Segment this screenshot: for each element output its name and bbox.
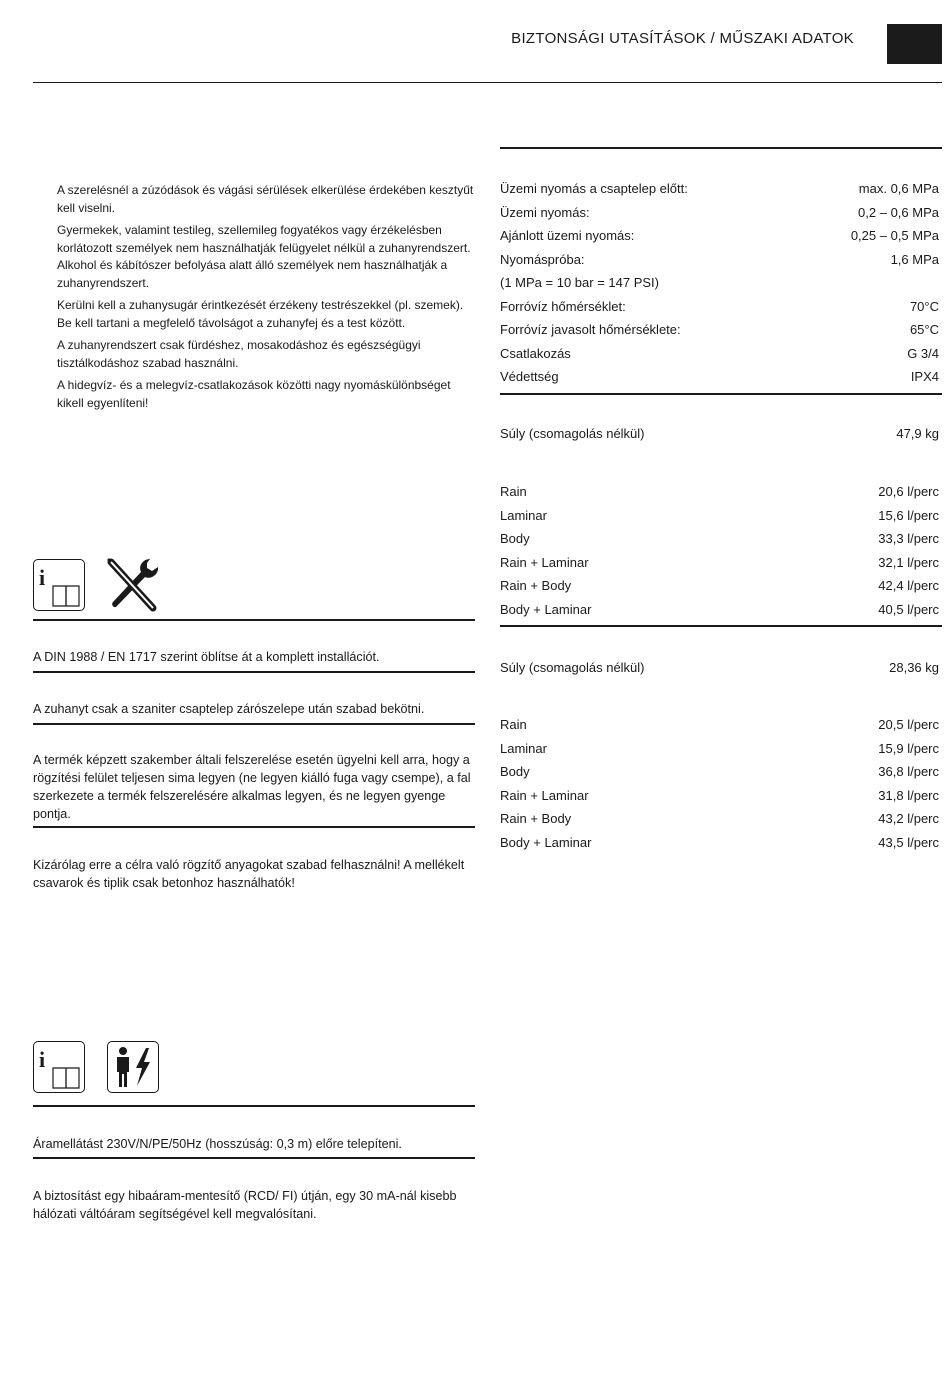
- flow-label: Body: [500, 764, 530, 779]
- flow-row: [500, 504, 939, 528]
- spec-row: [500, 271, 939, 295]
- note-divider: [33, 723, 475, 725]
- header-divider: [33, 82, 942, 83]
- flow-value: 42,4 l/perc: [878, 578, 939, 593]
- flow-row: [500, 760, 939, 784]
- spec-value: 0,2 – 0,6 MPa: [858, 204, 939, 220]
- installation-note: A zuhanyt csak a szaniter csaptelep zárószelepe után szabad bekötni.: [33, 702, 425, 716]
- flow-value: 20,5 l/perc: [878, 717, 939, 732]
- spec-row: [500, 656, 939, 680]
- electrician-icon: [107, 1041, 159, 1093]
- spec-row: [500, 342, 939, 366]
- spec-label: Csatlakozás: [500, 345, 571, 361]
- section-divider: [33, 619, 475, 621]
- spec-value: IPX4: [910, 369, 939, 384]
- specs-table: [500, 177, 939, 389]
- spec-value: 65°C: [909, 322, 939, 337]
- spec-row: [500, 248, 939, 272]
- flow-label: Body: [500, 531, 530, 546]
- spec-label: Üzemi nyomás a csaptelep előtt:: [500, 181, 688, 196]
- flow-value: 40,5 l/perc: [878, 601, 939, 617]
- spec-row: [500, 201, 939, 225]
- weight-label: Súly (csomagolás nélkül): [500, 660, 645, 675]
- flow-row: [500, 551, 939, 575]
- svg-text:i: i: [39, 1047, 46, 1072]
- flow-row: [500, 598, 939, 622]
- flow-label: Body + Laminar: [500, 601, 592, 617]
- spec-label: Üzemi nyomás:: [500, 204, 590, 220]
- note-divider: [33, 1157, 475, 1159]
- product-b-flow-table: [500, 713, 939, 854]
- spec-label: Forróvíz hőmérséklet:: [500, 298, 626, 314]
- flow-value: 33,3 l/perc: [878, 531, 939, 546]
- flow-row: [500, 574, 939, 598]
- flow-value: 36,8 l/perc: [878, 764, 939, 779]
- specs-divider: [500, 393, 942, 395]
- flow-row: [500, 737, 939, 761]
- flow-value: 31,8 l/perc: [878, 787, 939, 803]
- flow-value: 43,5 l/perc: [878, 834, 939, 850]
- flow-label: Body + Laminar: [500, 834, 592, 850]
- note-divider: [33, 671, 475, 673]
- product-b-weight: [500, 656, 939, 680]
- spec-label: Ajánlott üzemi nyomás:: [500, 228, 635, 243]
- flow-row: [500, 807, 939, 831]
- safety-instructions: [57, 182, 475, 417]
- info-manual-icon: [33, 1041, 85, 1093]
- specs-top-divider: [500, 147, 942, 149]
- section-divider: [33, 1105, 475, 1107]
- flow-label: Rain + Body: [500, 578, 572, 593]
- safety-item: Kerülni kell a zuhanysugár érintkezését érzékeny testrészekkel (pl. szemek). Be kell tartani a megfelelő távolságot a zuhanyfej és a test között.: [57, 298, 464, 330]
- flow-value: 20,6 l/perc: [878, 484, 939, 499]
- page-header-title: BIZTONSÁGI UTASÍTÁSOK / MŰSZAKI ADATOK: [511, 30, 854, 47]
- flow-value: 32,1 l/perc: [878, 554, 939, 570]
- electrical-note: Áramellátást 230V/N/PE/50Hz (hosszúság: 0,3 m) előre telepíteni.: [33, 1137, 402, 1151]
- weight-label: Súly (csomagolás nélkül): [500, 426, 645, 441]
- spec-row: [500, 318, 939, 342]
- product-a-weight: [500, 422, 939, 446]
- spec-row: [500, 295, 939, 319]
- weight-value: 28,36 kg: [889, 660, 939, 675]
- flow-row: [500, 784, 939, 808]
- info-manual-icon: [33, 559, 85, 611]
- spec-label: Védettség: [500, 369, 559, 384]
- flow-row: [500, 831, 939, 855]
- flow-row: [500, 713, 939, 737]
- spec-value: 0,25 – 0,5 MPa: [850, 228, 939, 243]
- installation-note: A termék képzett szakember általi felszerelése esetén ügyelni kell arra, hogy a rögzítési felület teljesen sima legyen (ne legyen kiálló fuga vagy csempe), a fal szerkezete a termék felszerelésére alkalmas legyen, és ne legyen gyenge pontja.: [33, 753, 471, 821]
- spec-label: (1 MPa = 10 bar = 147 PSI): [500, 275, 659, 290]
- installation-note: Kizárólag erre a célra való rögzítő anyagokat szabad felhasználni! A mellékelt csavarok és tiplik csak betonhoz használhatók!: [33, 858, 465, 890]
- flow-label: Rain + Body: [500, 811, 572, 826]
- svg-text:i: i: [39, 565, 46, 590]
- flow-label: Laminar: [500, 740, 547, 756]
- spec-row: [500, 177, 939, 201]
- flow-label: Laminar: [500, 507, 547, 523]
- flow-label: Rain: [500, 717, 527, 732]
- safety-item: Gyermekek, valamint testileg, szellemileg fogyatékos vagy érzékelésben korlátozott személyek nem használhatják felügyelet nélkül a zuhanyrendszert. Alkohol és kábítószer befolyása alatt álló személyek nem használhatják a zuhanyrendszert.: [57, 223, 471, 290]
- safety-item: A hidegvíz- és a melegvíz-csatlakozások közötti nagy nyomáskülönbséget kikell egyenlíteni!: [57, 378, 451, 410]
- flow-value: 43,2 l/perc: [878, 811, 939, 826]
- spec-label: Forróvíz javasolt hőmérséklete:: [500, 322, 681, 337]
- flow-label: Rain: [500, 484, 527, 499]
- spec-row: [500, 422, 939, 446]
- flow-row: [500, 527, 939, 551]
- header-page-marker: [887, 24, 942, 64]
- note-divider: [33, 826, 475, 828]
- product-divider: [500, 625, 942, 627]
- spec-row: [500, 365, 939, 389]
- spec-value: 70°C: [909, 298, 939, 314]
- flow-value: 15,9 l/perc: [878, 740, 939, 756]
- flow-value: 15,6 l/perc: [878, 507, 939, 523]
- product-a-flow-table: [500, 480, 939, 621]
- safety-item: A szerelésnél a zúzódások és vágási sérülések elkerülése érdekében kesztyűt kell viselni.: [57, 183, 474, 215]
- weight-value: 47,9 kg: [896, 426, 939, 441]
- installation-note: A DIN 1988 / EN 1717 szerint öblítse át a komplett installációt.: [33, 650, 380, 664]
- spec-value: max. 0,6 MPa: [858, 181, 939, 196]
- spec-value: G 3/4: [907, 345, 939, 361]
- flow-label: Rain + Laminar: [500, 554, 589, 570]
- electrical-note: A biztosítást egy hibaáram-mentesítő (RCD/ FI) útján, egy 30 mA-nál kisebb hálózati váltóáram segítségével kell megvalósítani.: [33, 1189, 457, 1221]
- safety-item: A zuhanyrendszert csak fürdéshez, mosakodáshoz és egészségügyi tisztálkodáshoz szabad használni.: [57, 338, 421, 370]
- spec-value: 1,6 MPa: [890, 251, 939, 267]
- spec-label: Nyomáspróba:: [500, 251, 585, 267]
- spec-row: [500, 224, 939, 248]
- wrench-screwdriver-icon: [103, 556, 163, 621]
- flow-label: Rain + Laminar: [500, 787, 589, 803]
- flow-row: [500, 480, 939, 504]
